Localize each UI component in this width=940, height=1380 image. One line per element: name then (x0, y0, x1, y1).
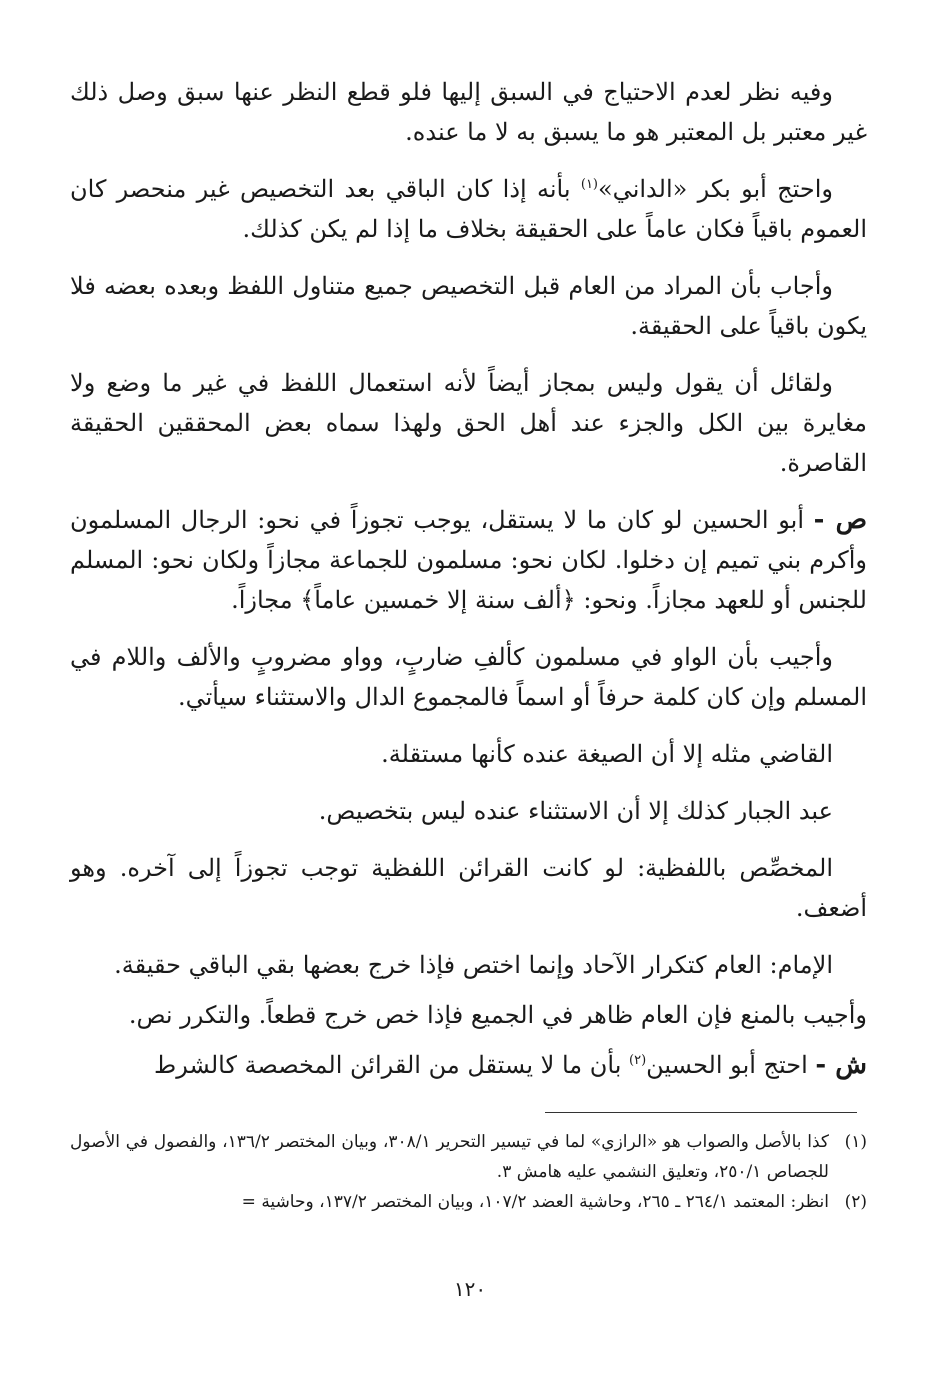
paragraph-7 (70, 734, 867, 774)
paragraph-text: عبد الجبار كذلك إلا أن الاستثناء عنده ليس بتخصيص. (318, 797, 833, 825)
footnote-number: (١) (844, 1132, 867, 1152)
footnote-ref-1: (١) (580, 177, 598, 192)
paragraph-text: الإمام: العام كتكرار الآحاد وإنما اختص فإذا خرج بعضها بقي الباقي حقيقة. (114, 951, 833, 979)
paragraph-8 (70, 791, 867, 831)
paragraph-9 (70, 848, 867, 928)
paragraph-text: وأجيب بأن الواو في مسلمون كألفِ ضاربٍ، وواو مضروبٍ والألف واللام في المسلم وإن كان كلمة حرفاً أو اسماً فالمجموع الدال والاستثناء سيأتي. (70, 643, 867, 711)
paragraph-2 (70, 169, 867, 249)
paragraph-6 (70, 637, 867, 717)
paragraph-4 (70, 363, 867, 483)
paragraph-10 (70, 945, 867, 985)
paragraph-text: واحتج أبو بكر «الداني» (598, 175, 833, 203)
paragraph-text: احتج أبو الحسين (646, 1051, 816, 1079)
paragraph-text: أبو الحسين لو كان ما لا يستقل، يوجب تجوزاً في نحو: الرجال المسلمون وأكرم بني تميم إن دخلوا. لكان نحو: مسلمون للجماعة مجازاً ولكان نحو: المسلم للجنس أو للعهد مجازاً. ونحو: ﴿ألف سنة إلا خمسين عاماً﴾ مجازاً. (70, 506, 867, 614)
paragraph-text: ولقائل أن يقول وليس بمجاز أيضاً لأنه استعمال اللفظ في غير ما وضع ولا مغايرة بين الكل والجزء عند أهل الحق ولهذا سماه بعض المحققين الحقيقة القاصرة. (70, 369, 868, 477)
footnote-1 (70, 1127, 867, 1187)
paragraph-12 (70, 1045, 867, 1085)
paragraph-1 (70, 72, 867, 152)
footnote-separator (545, 1112, 857, 1113)
paragraph-text: وأجيب بالمنع فإن العام ظاهر في الجميع فإذا خص خرج قطعاً. والتكرر نص. (128, 1001, 867, 1029)
paragraph-11 (70, 995, 867, 1035)
footnote-text: كذا بالأصل والصواب هو «الرازي» لما في تيسير التحرير ٣٠٨/١، وبيان المختصر ١٣٦/٢، والفصول في الأصول للجصاص ٢٥٠/١، وتعليق النشمي عليه هامش ٣. (70, 1132, 830, 1182)
footnote-number: (٢) (844, 1192, 867, 1212)
paragraph-text: وأجاب بأن المراد من العام قبل التخصيص جميع متناول اللفظ وبعده بعضه فلا يكون باقياً على الحقيقة. (70, 272, 867, 340)
footnotes (70, 1127, 867, 1217)
paragraph-text: وفيه نظر لعدم الاحتياج في السبق إليها فلو قطع النظر عنها سبق وصل ذلك غير معتبر بل المعتبر هو ما يسبق به لا ما عنده. (70, 78, 867, 146)
section-marker-sad: ص - (813, 505, 867, 535)
paragraph-text: بأنه إذا كان الباقي بعد التخصيص غير منحصر كان العموم باقياً فكان عاماً على الحقيقة بخلاف ما إذا لم يكن كذلك. (70, 175, 867, 243)
footnote-ref-2: (٢) (629, 1053, 647, 1068)
main-text (70, 72, 867, 1102)
paragraph-5 (70, 500, 867, 620)
paragraph-text: القاضي مثله إلا أن الصيغة عنده كأنها مستقلة. (381, 740, 833, 768)
paragraph-3 (70, 266, 867, 346)
paragraph-text: المخصِّص باللفظية: لو كانت القرائن اللفظية توجب تجوزاً إلى آخره. وهو أضعف. (70, 854, 867, 922)
page-number: ١٢٠ (453, 1277, 487, 1301)
paragraph-text: بأن ما لا يستقل من القرائن المخصصة كالشرط (154, 1051, 629, 1079)
footnote-2 (70, 1187, 867, 1217)
footnote-text: انظر: المعتمد ٢٦٤/١ ـ ٢٦٥، وحاشية العضد ١٠٧/٢، وبيان المختصر ١٣٧/٢، وحاشية = (241, 1192, 829, 1212)
section-marker-shin: ش - (815, 1050, 867, 1080)
